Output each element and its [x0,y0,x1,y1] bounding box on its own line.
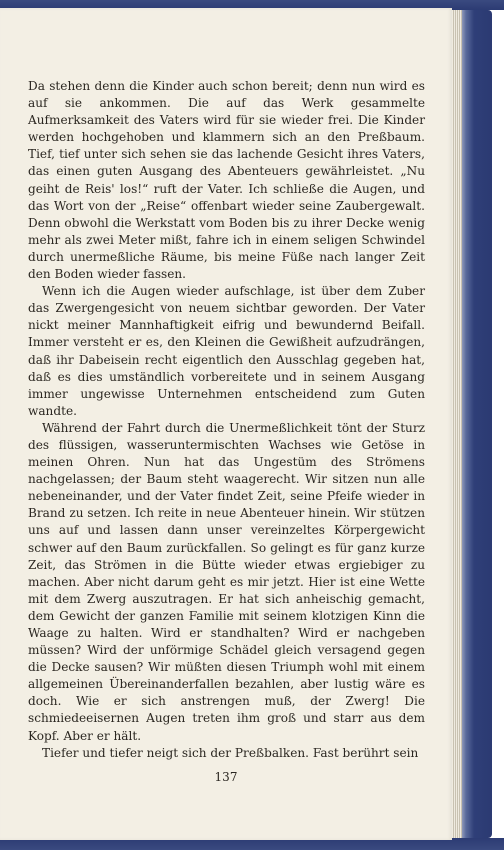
page-number: 137 [214,770,238,784]
paragraph: Tiefer und tiefer neigt sich der Preßbalken. Fast berührt sein [42,745,419,760]
paragraph: Wenn ich die Augen wieder aufschlage, ist über dem Zuber das Zwergengesicht von neuem sichtbar geworden. Der Vater nickt meiner Mannhaftigkeit eifrig und bewundernd Beifall. Immer versteht er es, den Kleinen die Gewißheit aufzudrängen, daß ihr Dabeisein recht eigentlich den Ausschlag gegeben hat, daß es dies umständlich vorbereitete und in seinem Ausgang immer ungewisse Unternehmen entscheidend zum Guten wandte. [28,284,425,418]
book-cover-spine-edge [452,10,492,838]
paragraph: Da stehen denn die Kinder auch schon bereit; denn nun wird es auf sie ankommen. Die auf das Werk gesammelte Aufmerksamkeit des Vaters wird für sie wieder frei. Die Kinder werden hochgehoben und klammern sich an den Preßbaum. Tief, tief unter sich sehen sie das lachende Gesicht ihres Vaters, das einen guten Ausgang des Abenteuers gewährleistet. „Nu geiht de Reis' los!“ ruft der Vater. Ich schließe die Augen, und das Wort von der „Reise“ offenbart wieder seine Zaubergewalt. Denn obwohl die Werkstatt vom Boden bis zu ihrer Decke wenig mehr als zwei Meter mißt, fahre ich in einem seligen Schwindel durch unermeßliche Räume, bis meine Füße nach langer Zeit den Boden wieder fassen. [28,79,425,282]
body-text [28,78,425,762]
book-page [0,8,452,840]
paragraph: Während der Fahrt durch die Unermeßlichkeit tönt der Sturz des flüssigen, wasseruntermischten Wachses wie Getöse in meinen Ohren. Nun hat das Ungestüm des Strömens nachgelassen; der Baum steht waagerecht. Wir sitzen nun alle nebeneinander, und der Vater findet Zeit, seine Pfeife wieder in Brand zu setzen. Ich reite in neue Abenteuer hinein. Wir stützen uns auf und lassen dann unser vereinzeltes Körpergewicht schwer auf den Baum zurückfallen. So gelingt es für ganz kurze Zeit, das Strömen in die Bütte wieder etwas ergiebiger zu machen. Aber nicht darum geht es mir jetzt. Hier ist eine Wette mit dem Zwerg auszutragen. Er hat sich anheischig gemacht, dem Gewicht der ganzen Familie mit seinem klotzigen Kinn die Waage zu halten. Wird er standhalten? Wird er nachgeben müssen? Wird der unförmige Schädel gleich versagend gegen die Decke sausen? Wir müßten diesen Triumph wohl mit einem allgemeinen Übereinanderfallen bezahlen, aber lustig wäre es doch. Wie er sich anstrengen muß, der Zwerg! Die schmiedeeisernen Augen treten ihm groß und starr aus dem Kopf. Aber er hält. [28,420,425,743]
